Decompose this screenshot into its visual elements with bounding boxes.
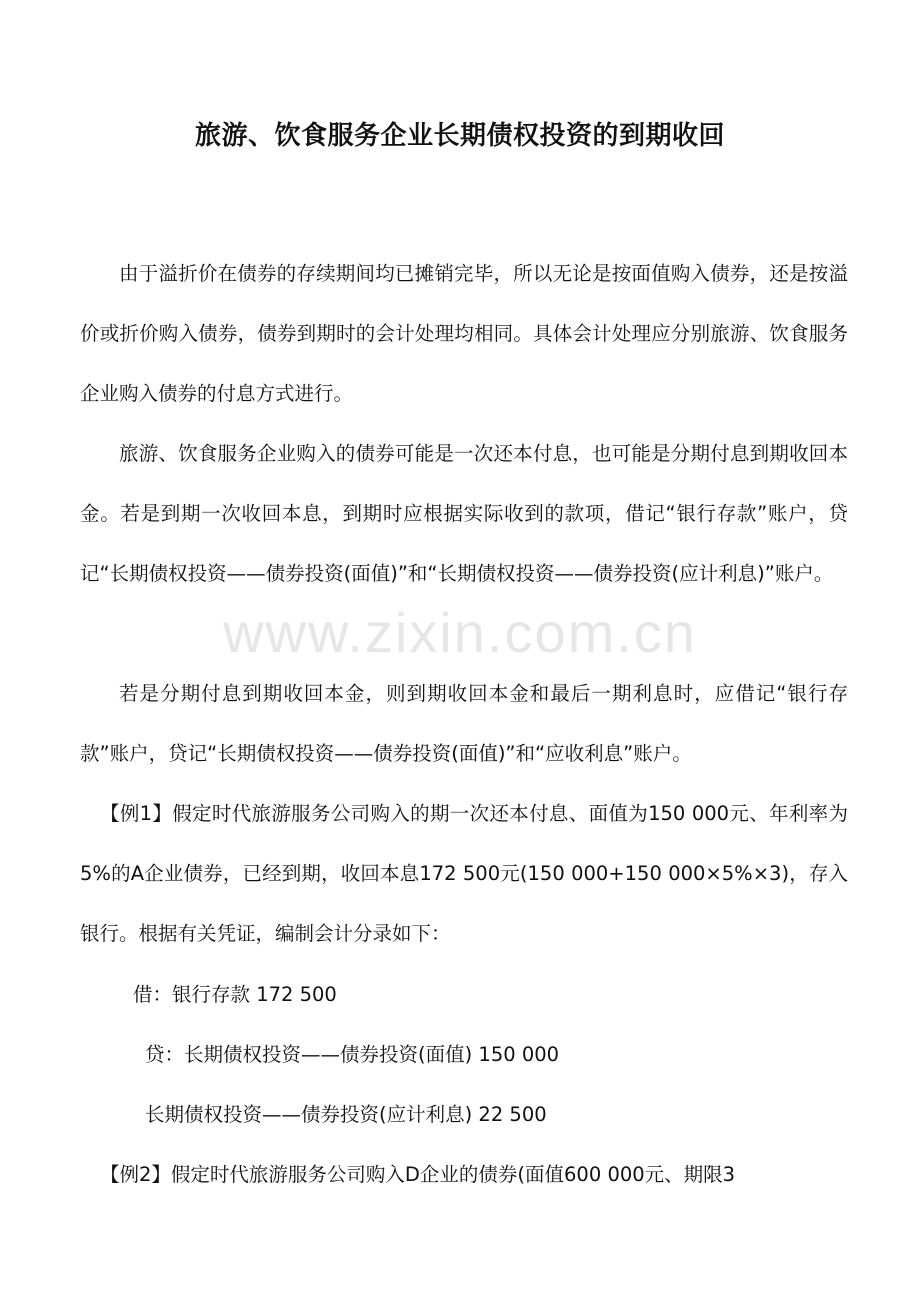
example-2-paragraph: 【例2】假定时代旅游服务公司购入D企业的债券(面值600 000元、期限3: [100, 1163, 736, 1186]
paragraph-3: 若是分期付息到期收回本金，则到期收回本金和最后一期利息时，应借记“银行存款”账户，贷记“长期债权投资——债券投资(面值)”和“应收利息”账户。: [80, 682, 848, 765]
paragraph-1: 由于溢折价在债券的存续期间均已摊销完毕，所以无论是按面值购入债券，还是按溢价或折价购入债券，债券到期时的会计处理均相同。具体会计处理应分别旅游、饮食服务企业购入债券的付息方式进行。: [80, 262, 848, 405]
journal-credit-line-2: 长期债权投资——债券投资(应计利息) 22 500: [145, 1103, 547, 1126]
example-1-paragraph: 【例1】假定时代旅游服务公司购入的期一次还本付息、面值为150 000元、年利率为5%的A企业债券，已经到期，收回本息172 500元(150 000+150 000×5%×3)，存入银行。根据有关凭证，编制会计分录如下：: [80, 802, 848, 945]
journal-debit-line: 借：银行存款 172 500: [133, 983, 337, 1006]
paragraph-2: 旅游、饮食服务企业购入的债券可能是一次还本付息，也可能是分期付息到期收回本金。若是到期一次收回本息，到期时应根据实际收到的款项，借记“银行存款”账户，贷记“长期债权投资——债券投资(面值)”和“长期债权投资——债券投资(应计利息)”账户。: [80, 442, 848, 585]
journal-credit-line-1: 贷：长期债权投资——债券投资(面值) 150 000: [145, 1043, 560, 1066]
page-title: 旅游、饮食服务企业长期债权投资的到期收回: [194, 121, 725, 151]
watermark: www.zixin.com.cn: [223, 601, 697, 664]
